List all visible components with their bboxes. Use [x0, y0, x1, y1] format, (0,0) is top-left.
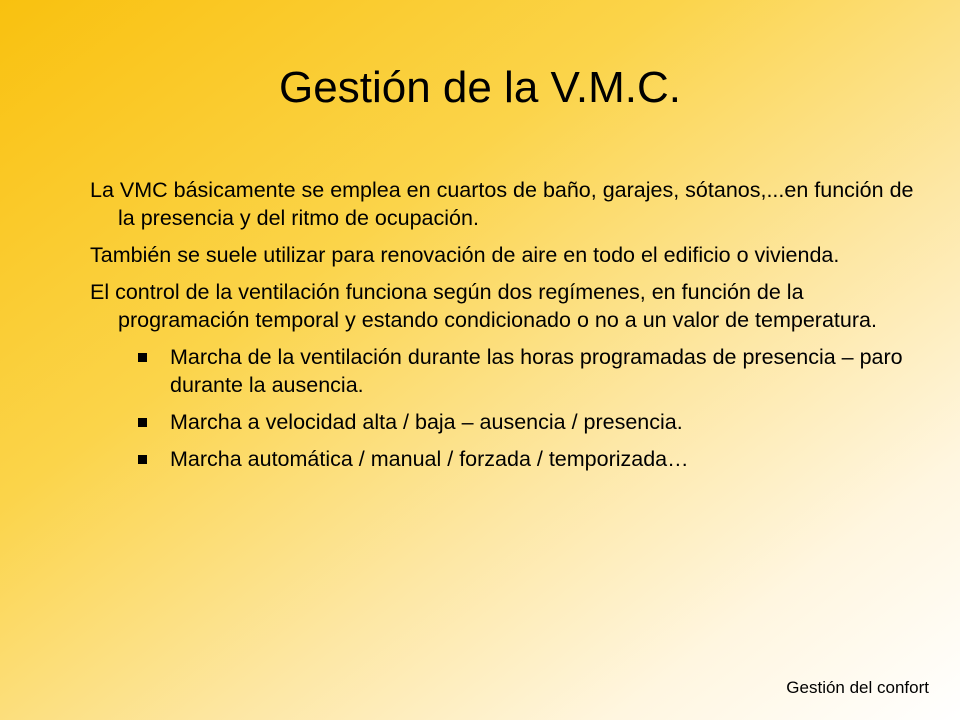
- square-bullet-icon: [138, 455, 147, 464]
- slide-title: Gestión de la V.M.C.: [279, 63, 681, 112]
- paragraph-renovation: También se suele utilizar para renovación de aire en todo el edificio o vivienda.: [90, 243, 840, 267]
- bullet-item: [90, 445, 920, 473]
- bullet-text: Marcha de la ventilación durante las horas programadas de presencia – paro durante la ausencia.: [170, 345, 903, 397]
- square-bullet-icon: [138, 418, 147, 427]
- bullet-text: Marcha a velocidad alta / baja – ausencia / presencia.: [170, 410, 683, 434]
- bullet-item: [90, 408, 920, 436]
- bullet-list: [90, 343, 920, 473]
- square-bullet-icon: [138, 353, 147, 362]
- paragraph-control: El control de la ventilación funciona según dos regímenes, en función de la programación temporal y estando condicionado o no a un valor de temperatura.: [90, 280, 877, 332]
- bullet-item: [90, 343, 920, 399]
- bullet-text: Marcha automática / manual / forzada / temporizada…: [170, 447, 689, 471]
- slide-body: [90, 176, 920, 482]
- paragraph-usage: La VMC básicamente se emplea en cuartos de baño, garajes, sótanos,...en función de la presencia y del ritmo de ocupación.: [90, 178, 914, 230]
- slide-footer: Gestión del confort: [786, 678, 929, 697]
